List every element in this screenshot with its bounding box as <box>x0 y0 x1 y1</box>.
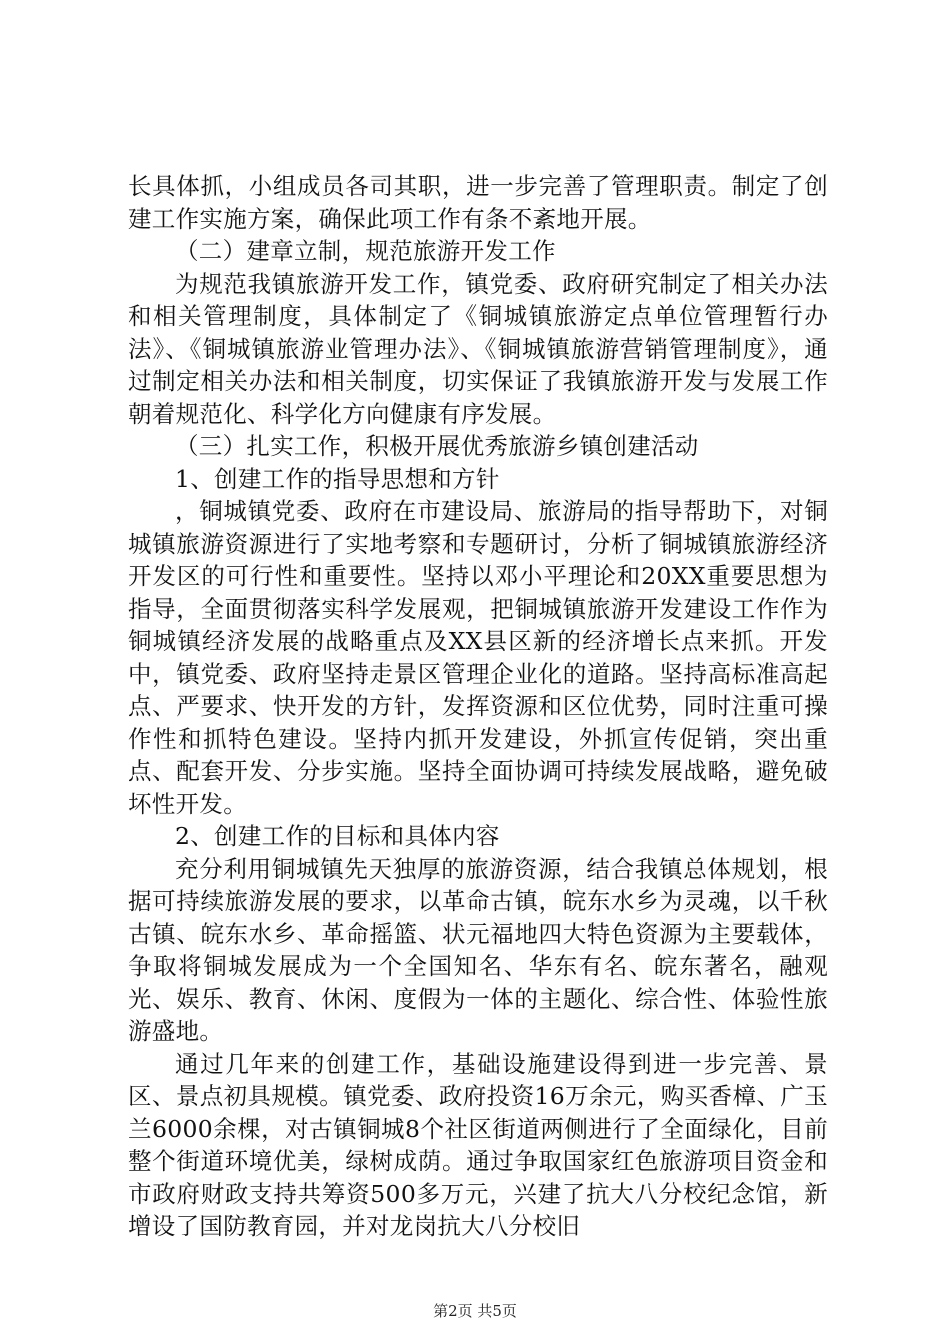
paragraph-continuation: 长具体抓，小组成员各司其职，进一步完善了管理职责。制定了创建工作实施方案，确保此项工作有条不紊地开展。 <box>128 172 828 233</box>
document-body <box>128 170 828 1243</box>
paragraph-guiding-principles: ，铜城镇党委、政府在市建设局、旅游局的指导帮助下，对铜城镇旅游资源进行了实地考察和专题研讨，分析了铜城镇旅游经济开发区的可行性和重要性。坚持以邓小平理论和20XX重要思想为指导，全面贯彻落实科学发展观，把铜城镇旅游开发建设工作作为铜城镇经济发展的战略重点及XX县区新的经济增长点来抓。开发中，镇党委、政府坚持走景区管理企业化的道路。坚持高标准高起点、严要求、快开发的方针，发挥资源和区位优势，同时注重可操作性和抓特色建设。坚持内抓开发建设，外抓宣传促销，突出重点、配套开发、分步实施。坚持全面协调可持续发展战略，避免破坏性开发。 <box>128 497 828 818</box>
paragraph-goals: 充分利用铜城镇先天独厚的旅游资源，结合我镇总体规划，根据可持续旅游发展的要求，以革命古镇，皖东水乡为灵魂，以千秋古镇、皖东水乡、革命摇篮、状元福地四大特色资源为主要载体，争取将铜城发展成为一个全国知名、华东有名、皖东著名，融观光、娱乐、教育、休闲、度假为一体的主题化、综合性、体验性旅游盛地。 <box>128 854 828 1045</box>
paragraph-achievements: 通过几年来的创建工作，基础设施建设得到进一步完善、景区、景点初具规模。镇党委、政府投资16万余元，购买香樟、广玉兰6000余棵，对古镇铜城8个社区街道两侧进行了全面绿化，目前整个街道环境优美，绿树成荫。通过争取国家红色旅游项目资金和市政府财政支持共筹资500多万元，兴建了抗大八分校纪念馆，新增设了国防教育园，并对龙岗抗大八分校旧 <box>128 1049 828 1240</box>
section-heading-2: （二）建章立制，规范旅游开发工作 <box>175 237 556 265</box>
page-number: 第2页 共5页 <box>433 1302 517 1320</box>
subheading-guiding-principles: 1、创建工作的指导思想和方针 <box>175 464 500 493</box>
paragraph-regulations: 为规范我镇旅游开发工作，镇党委、政府研究制定了相关办法和相关管理制度，具体制定了《铜城镇旅游定点单位管理暂行办法》、《铜城镇旅游业管理办法》、《铜城镇旅游营销管理制度》，通过制定相关办法和相关制度，切实保证了我镇旅游开发与发展工作朝着规范化、科学化方向健康有序发展。 <box>128 269 828 428</box>
subheading-goals: 2、创建工作的目标和具体内容 <box>175 822 500 850</box>
section-heading-3: （三）扎实工作，积极开展优秀旅游乡镇创建活动 <box>175 432 699 460</box>
